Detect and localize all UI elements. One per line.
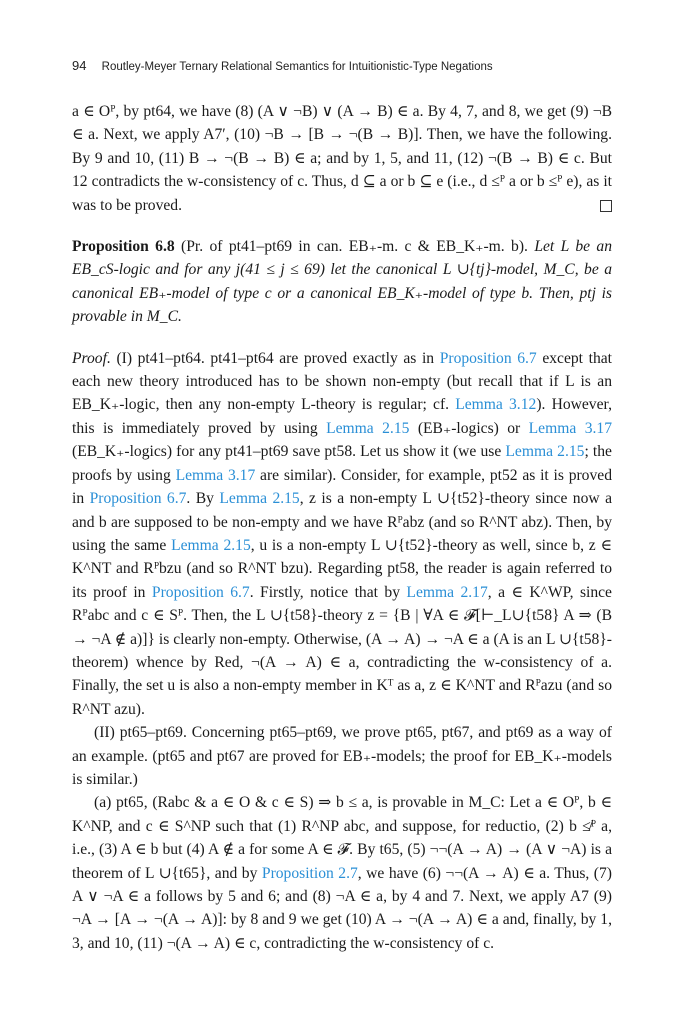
proof-label: Proof. <box>72 349 111 367</box>
link-proposition-6-7[interactable]: Proposition 6.7 <box>151 583 250 601</box>
running-header <box>72 58 612 73</box>
link-lemma-3-17[interactable]: Lemma 3.17 <box>175 466 256 484</box>
proposition-statement: Let L be an EB_cS-logic and for any j(41 ≤ j ≤ 69) let the canonical L ∪{tj}-model, M_C, be a canonical EB₊-model of type c or a canonical EB_K₊-model of type b. Then, ptj is provable in M_C. <box>72 238 612 326</box>
proof-text: ; the proofs by using <box>72 443 612 484</box>
proof-text: , we have (6) ¬¬(A → A) ∈ a. Thus, (7) A ∨ ¬A ∈ a follows by 5 and 6; and (8) ¬A ∈ a, by 4 and 7. Next, we apply A7 (9) ¬A → [A → ¬(A → A)]: by 8 and 9 we get (10) A → ¬(A → A) ∈ a and, finally, by 1, 3, and 10, (11) ¬(A → A) ∈ c, contradicting the w-consistency of c. <box>72 864 612 952</box>
proposition-label: Proposition 6.8 <box>72 238 175 256</box>
proof-paragraph-3 <box>72 791 612 955</box>
proof-text: (EB_K₊-logics) for any pt41–pt69 save pt58. Let us show it (we use <box>72 443 502 461</box>
proof-text: . By <box>186 490 214 508</box>
link-lemma-2-15[interactable]: Lemma 2.15 <box>219 490 300 508</box>
proof-paragraph-1 <box>72 347 612 722</box>
paragraph-continuation <box>72 100 612 217</box>
link-lemma-2-15[interactable]: Lemma 2.15 <box>171 536 251 554</box>
running-title: Routley-Meyer Ternary Relational Semantics for Intuitionistic-Type Negations <box>101 61 493 73</box>
proof-text: , z is a non-empty L ∪{t52}-theory since now a and b are supposed to be non-empty and we have Rᴾabz (and so R^NT abz). Then, by using the same <box>72 490 613 554</box>
proof-text: (a) pt65, (Rabc & a ∈ O & c ∈ S) ⇒ b ≤ a, is provable in M_C: Let a ∈ Oᴾ, b ∈ K^NP, and c ∈ S^NP such that (1) R^NP abc, and suppose, for reductio, (2) b ≰ᴾ a, i.e., (3) A ∈ b but (4) A ∉ a for some A ∈ 𝓕. By t65, (5) ¬¬(A → A) → (A ∨ ¬A) is a theorem of L ∪{t65}, and by <box>72 794 612 882</box>
link-lemma-3-17[interactable]: Lemma 3.17 <box>528 419 612 437</box>
page-number: 94 <box>72 58 87 73</box>
proof-text: . Firstly, notice that by <box>249 583 400 601</box>
link-lemma-2-15[interactable]: Lemma 2.15 <box>505 443 585 461</box>
proof-text: ). However, this is immediately proved by using <box>72 396 612 437</box>
proof-text: (I) pt41–pt64. pt41–pt64 are proved exactly as in <box>116 349 435 367</box>
link-proposition-6-7[interactable]: Proposition 6.7 <box>89 490 187 508</box>
proof-text: , a ∈ K^WP, since Rᴾabc and c ∈ Sᴾ. Then, the L ∪{t58}-theory z = {B | ∀A ∈ 𝓕[⊢_L∪{t58} A ⇒ (B → ¬A ∉ a)]} is clearly non-empty. Otherwise, (A → A) → ¬A ∈ a (A is an L ∪{t58}-theorem) whence by Red, ¬(A → A) ∈ a, contradicting the w-consistency of a. Finally, the set u is also a non-empty member in Kᵀ as a, z ∈ K^NT and Rᴾazu (and so R^NT azu). <box>72 583 612 718</box>
proof-text: (EB₊-logics) or <box>417 419 521 437</box>
link-lemma-2-15[interactable]: Lemma 2.15 <box>326 419 410 437</box>
link-proposition-2-7[interactable]: Proposition 2.7 <box>261 864 358 882</box>
link-proposition-6-7[interactable]: Proposition 6.7 <box>439 349 537 367</box>
page-body <box>72 100 612 955</box>
proof-text: , u is a non-empty L ∪{t52}-theory as well, since b, z ∈ K^NT and Rᴾbzu (and so R^NT bzu). Regarding pt58, the reader is again referred to its proof in <box>72 536 612 601</box>
link-lemma-3-12[interactable]: Lemma 3.12 <box>455 396 537 414</box>
proof-text: except that each new theory introduced has to be shown non-empty (but recall that if L is an EB_K₊-logic, then any non-empty L-theory is regular; cf. <box>72 349 613 414</box>
link-lemma-2-17[interactable]: Lemma 2.17 <box>406 583 488 601</box>
qed-box-icon <box>600 200 612 212</box>
proof-paragraph-2 <box>72 721 612 791</box>
proposition-intro: (Pr. of pt41–pt69 in can. EB₊-m. c & EB_K₊-m. b). <box>181 238 528 256</box>
proof-text: (II) pt65–pt69. Concerning pt65–pt69, we prove pt65, pt67, and pt69 as a way of an example. (pt65 and pt67 are proved for EB₊-models; the proof for EB_K₊-models is similar.) <box>72 724 612 788</box>
continuation-text: a ∈ Oᴾ, by pt64, we have (8) (A ∨ ¬B) ∨ (A → B) ∈ a. By 4, 7, and 8, we get (9) ¬B ∈ a. Next, we apply A7′, (10) ¬B → [B → ¬(B → B)]. Then, we have the following. By 9 and 10, (11) B → ¬(B → B) ∈ a; and by 1, 5, and 11, (12) ¬(B → B) ∈ c. But 12 contradicts the w-consistency of c. Thus, d ⊆ a or b ⊆ e (i.e., d ≤ᴾ a or b ≤ᴾ e), as it was to be proved. <box>72 103 612 214</box>
proof-text: are similar). Consider, for example, pt52 as it is proved in <box>72 466 612 508</box>
proposition-6-8 <box>72 235 612 329</box>
